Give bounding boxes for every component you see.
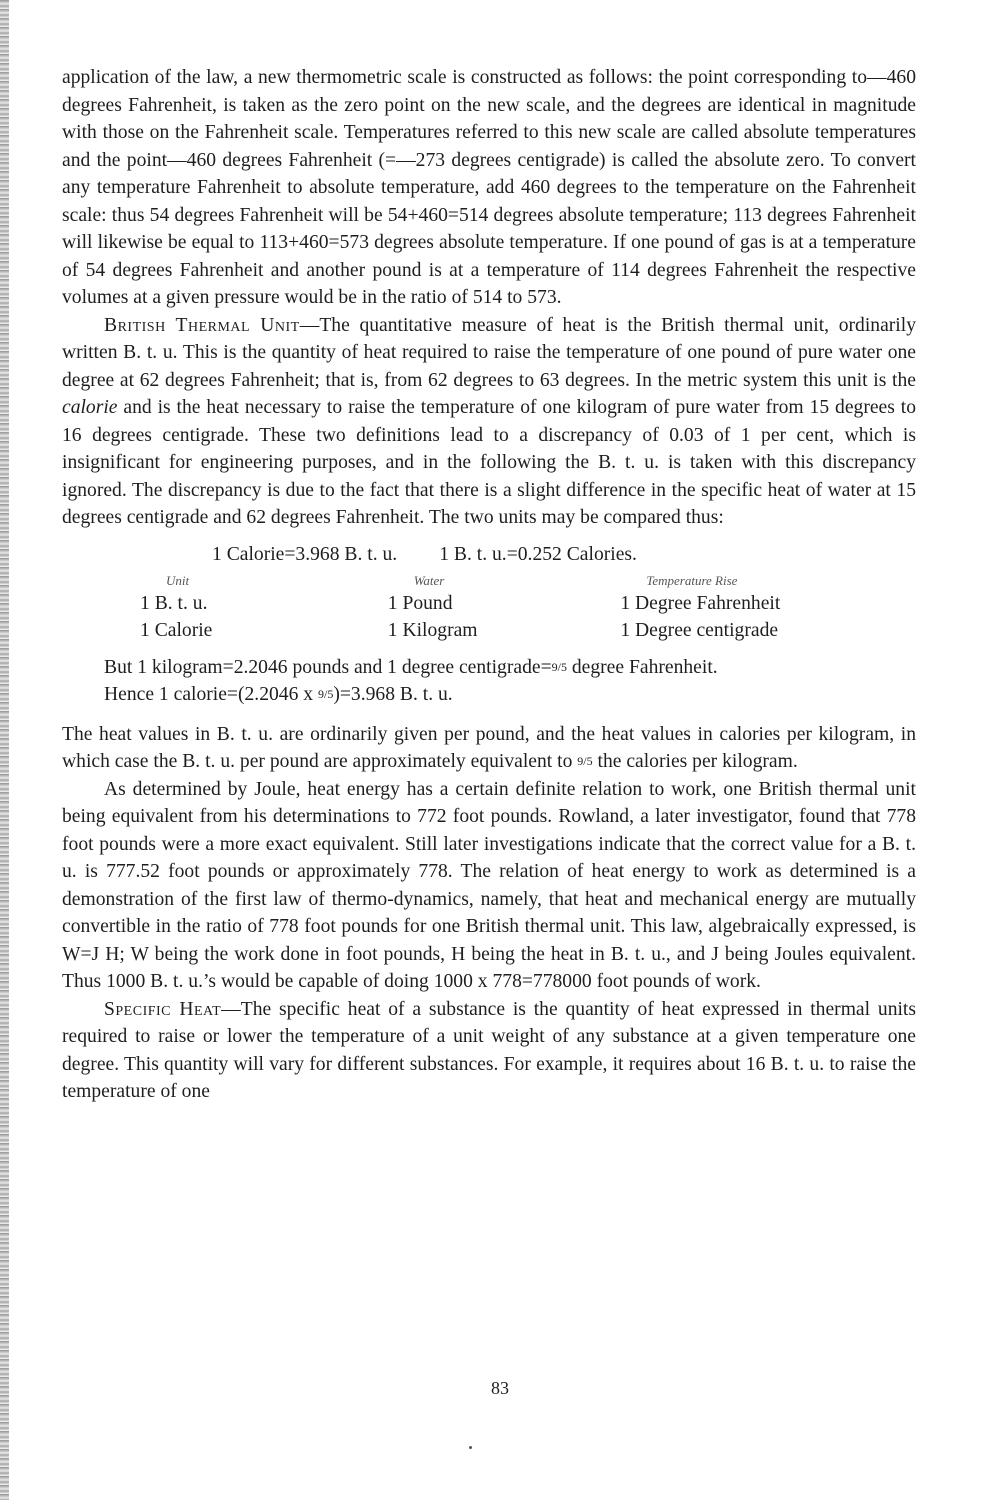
p3-text-a: The heat values in B. t. u. are ordinarily given per pound, and the heat values in calories per kilogram, in which case the B. t. u. per pound are approximately equivalent to	[62, 723, 916, 772]
paragraph-heat-values	[62, 721, 916, 776]
scan-speck	[469, 1446, 472, 1449]
scan-binding-edge	[0, 0, 9, 1500]
page-body	[62, 64, 916, 1106]
page-number: 83	[491, 1378, 509, 1398]
eq1-fraction: 9/5	[551, 659, 567, 674]
unit-comparison-table	[140, 572, 916, 644]
header-temperature-rise: Temperature Rise	[646, 572, 738, 588]
cell-water: 1 Pound	[387, 592, 453, 614]
conversion-equations	[104, 654, 916, 709]
eq1-text-a: But 1 kilogram=2.2046 pounds and 1 degree centigrade=	[104, 656, 552, 678]
specific-heat-text: —The specific heat of a substance is the quantity of heat expressed in thermal units required to raise or lower the temperature of a unit weight of any substance at a given temperature one degree. This quantity will vary for different substances. For example, it requires about 16 B. t. u. to raise the temperature of one	[62, 998, 916, 1102]
paragraph-absolute-temperature: application of the law, a new thermometric scale is constructed as follows: the point corresponding to—460 degrees Fahrenheit, is taken as the zero point on the new scale, and the degrees are identical in magnitude with those on the Fahrenheit scale. Temperatures referred to this new scale are called absolute temperatures and the point—460 degrees Fahrenheit (=—273 degrees centigrade) is called the absolute zero. To convert any temperature Fahrenheit to absolute temperature, add 460 degrees to the temperature on the Fahrenheit scale: thus 54 degrees Fahrenheit will be 54+460=514 degrees absolute temperature; 113 degrees Fahrenheit will likewise be equal to 113+460=573 degrees absolute temperature. If one pound of gas is at a temperature of 54 degrees Fahrenheit and another pound is at a temperature of 114 degrees Fahrenheit the respective volumes at a given pressure would be in the ratio of 514 to 573.	[62, 67, 916, 308]
paragraph-joule: As determined by Joule, heat energy has a certain definite relation to work, one British thermal unit being equivalent from his determinations to 772 foot pounds. Rowland, a later investigator, found that 778 foot pounds were a more exact equivalent. Still later investigations indicate that the correct value for a B. t. u. is 777.52 foot pounds or approximately 778. The relation of heat energy to work as determined is a demonstration of the first law of thermo-dynamics, namely, that heat and mechanical energy are mutually convertible in the ratio of 778 foot pounds for one British thermal unit. This law, algebraically expressed, is W=J H; W being the work done in foot pounds, H being the heat in B. t. u., and J being Joules equivalent. Thus 1000 B. t. u.’s would be capable of doing 1000 x 778=778000 foot pounds of work.	[62, 778, 916, 992]
cell-temperature: 1 Degree Fahrenheit	[620, 592, 781, 614]
p3-fraction: 9/5	[577, 754, 593, 768]
conversion-line	[62, 541, 916, 568]
calorie-term: calorie	[62, 397, 118, 418]
equation-line-2	[104, 681, 916, 709]
cell-water: 1 Kilogram	[387, 619, 478, 641]
heading-british-thermal-unit: British Thermal Unit	[104, 314, 300, 336]
equation-line-1	[104, 654, 916, 682]
cell-temperature: 1 Degree centigrade	[620, 619, 779, 641]
header-water: Water	[413, 572, 445, 588]
table-row	[140, 590, 916, 617]
btu-to-calorie: 1 B. t. u.=0.252 Calories.	[439, 543, 637, 565]
eq1-text-b: degree Fahrenheit.	[566, 656, 718, 678]
paragraph-specific-heat	[62, 996, 916, 1106]
calorie-to-btu: 1 Calorie=3.968 B. t. u.	[212, 543, 398, 565]
eq2-text-b: )=3.968 B. t. u.	[333, 684, 453, 705]
table-row	[140, 617, 916, 644]
heading-specific-heat: Specific Heat	[104, 998, 222, 1020]
eq2-text-a: Hence 1 calorie=(2.2046 x	[104, 684, 318, 705]
btu-text-b: and is the heat necessary to raise the temperature of one kilogram of pure water from 15 degrees to 16 degrees centigrade. These two definitions lead to a discrepancy of 0.03 of 1 per cent, which is insignificant for engineering purposes, and in the following the B. t. u. is taken with this discrepancy ignored. The discrepancy is due to the fact that there is a slight difference in the specific heat of water at 15 degrees centigrade and 62 degrees Fahrenheit. The two units may be compared thus:	[62, 397, 916, 528]
btu-text-a: —The quantitative measure of heat is the British thermal unit, ordinarily written B. t. u. This is the quantity of heat required to raise the temperature of one pound of pure water one degree at 62 degrees Fahrenheit; that is, from 62 degrees to 63 degrees. In the metric system this unit is the	[62, 314, 916, 391]
p3-text-b: the calories per kilogram.	[592, 751, 798, 772]
cell-unit: 1 Calorie	[140, 619, 213, 641]
table-header-row	[140, 572, 916, 590]
paragraph-btu	[62, 312, 916, 532]
eq2-fraction: 9/5	[317, 687, 334, 701]
cell-unit: 1 B. t. u.	[140, 592, 208, 614]
header-unit: Unit	[166, 572, 190, 588]
